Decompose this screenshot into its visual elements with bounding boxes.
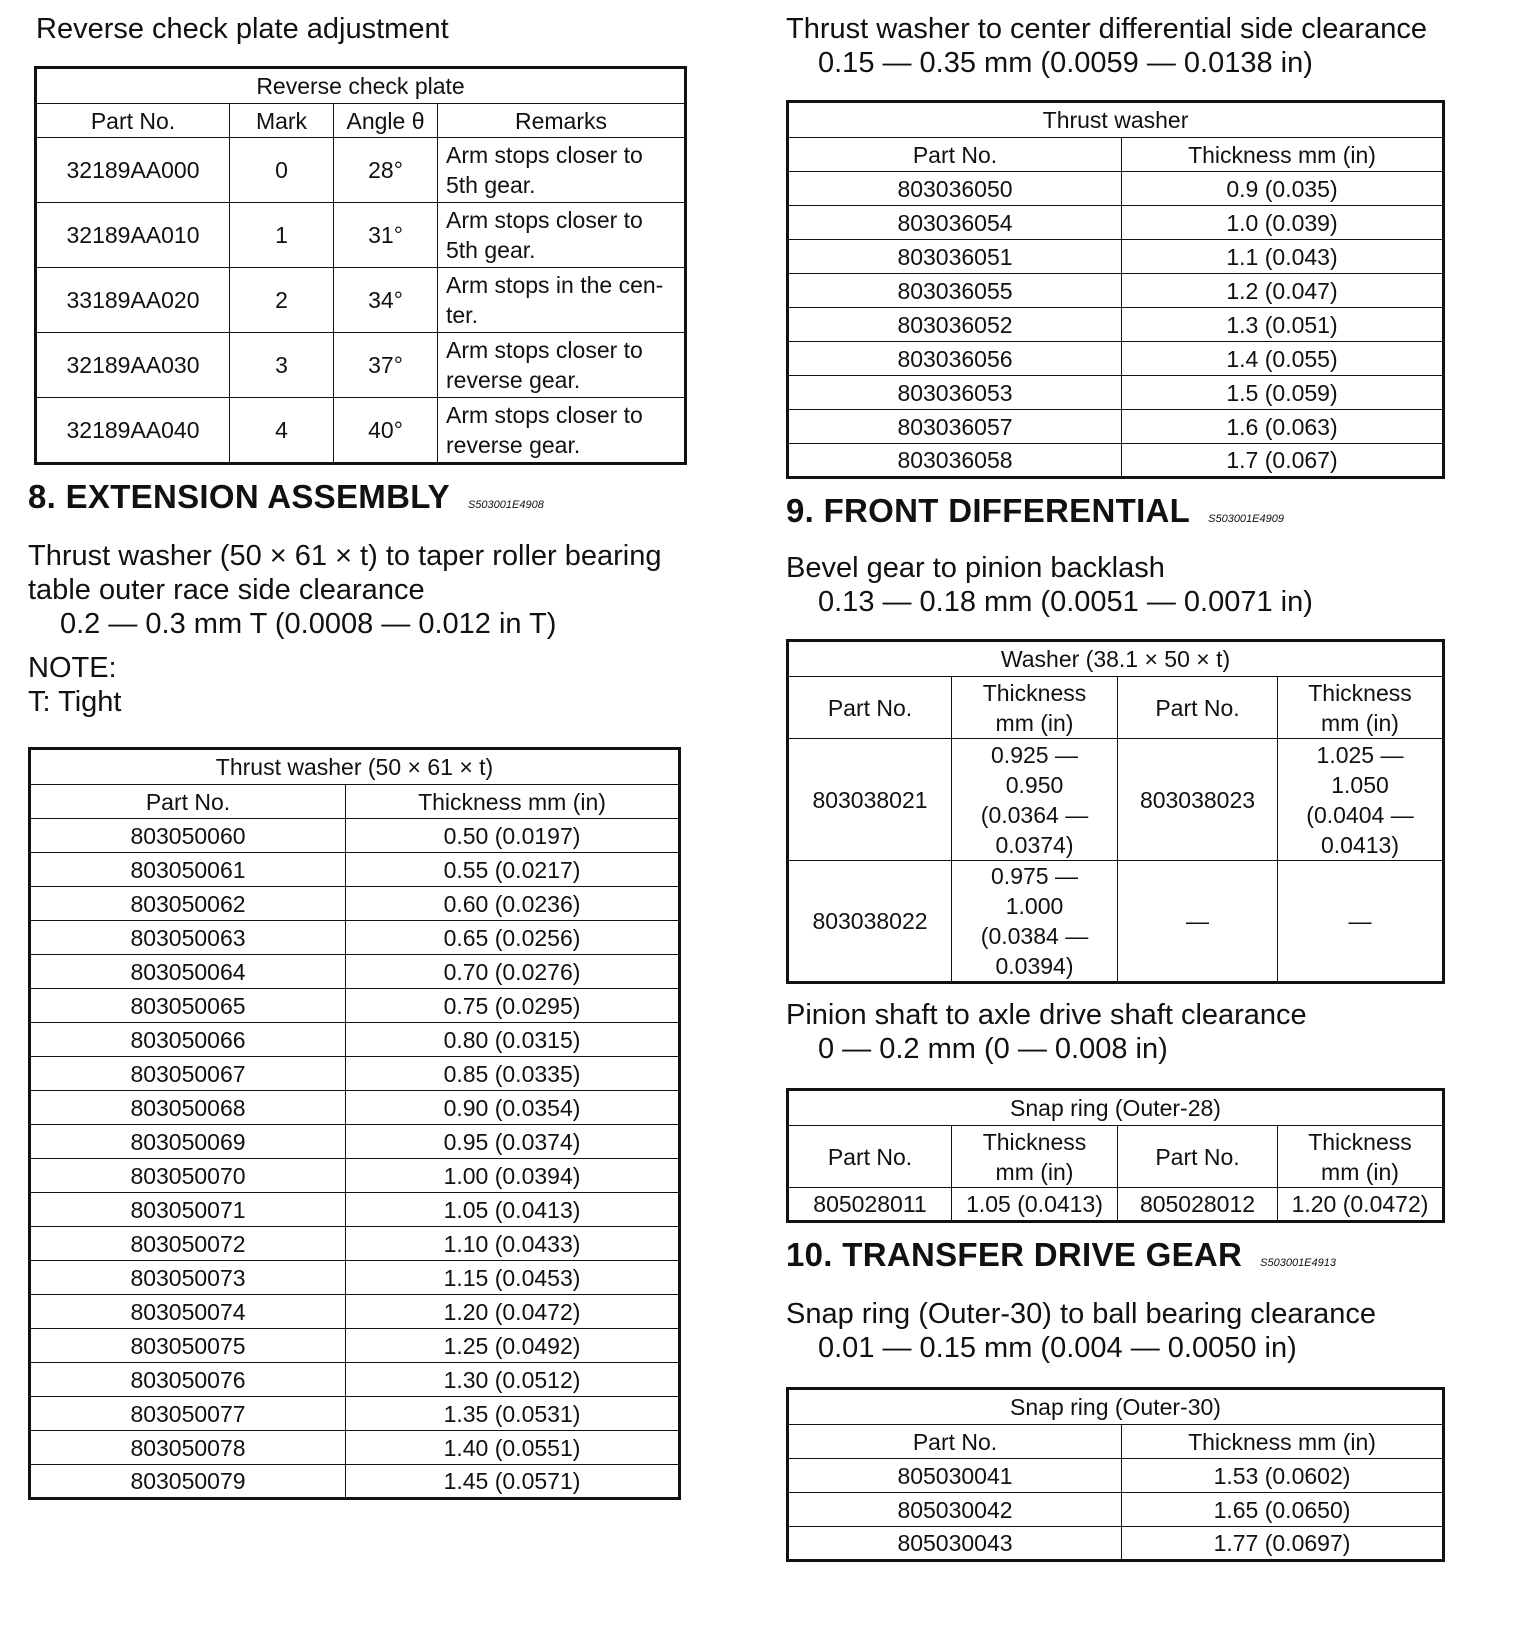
washer-38-table bbox=[786, 639, 1445, 984]
thickness: 1.3 (0.051) bbox=[1122, 308, 1444, 342]
thrust-washer-table bbox=[786, 100, 1445, 479]
remarks: Arm stops closer to reverse gear. bbox=[438, 398, 686, 464]
reverse-check-plate-table bbox=[34, 66, 687, 465]
angle: 37° bbox=[334, 333, 438, 398]
table-row bbox=[788, 240, 1444, 274]
thickness: 1.00 (0.0394) bbox=[346, 1159, 680, 1193]
table-caption: Reverse check plate bbox=[36, 68, 686, 104]
part-number: 805028012 bbox=[1118, 1188, 1278, 1222]
table-row bbox=[30, 1431, 680, 1465]
part-number: 803050079 bbox=[30, 1465, 346, 1499]
part-number: 805028011 bbox=[788, 1188, 952, 1222]
table-row bbox=[788, 1527, 1444, 1561]
table-row bbox=[30, 887, 680, 921]
part-number: 803036050 bbox=[788, 172, 1122, 206]
thickness: 1.7 (0.067) bbox=[1122, 444, 1444, 478]
table-row bbox=[30, 1363, 680, 1397]
column-header: Thickness mm (in) bbox=[1278, 1126, 1444, 1188]
note-text: T: Tight bbox=[28, 686, 122, 718]
column-header: Part No. bbox=[788, 138, 1122, 172]
part-number: 803038021 bbox=[788, 739, 952, 861]
rcp-heading: Reverse check plate adjustment bbox=[36, 13, 449, 45]
table-row bbox=[30, 921, 680, 955]
column-header: Remarks bbox=[438, 104, 686, 138]
center-diff-spec: 0.15 — 0.35 mm (0.0059 — 0.0138 in) bbox=[818, 47, 1313, 79]
column-header: Thickness mm (in) bbox=[952, 677, 1118, 739]
column-header: Thickness mm (in) bbox=[952, 1126, 1118, 1188]
thickness: 1.025 — 1.050 (0.0404 — 0.0413) bbox=[1278, 739, 1444, 861]
thickness: 1.45 (0.0571) bbox=[346, 1465, 680, 1499]
thickness: 1.77 (0.0697) bbox=[1122, 1527, 1444, 1561]
table-row bbox=[788, 172, 1444, 206]
thickness: 0.80 (0.0315) bbox=[346, 1023, 680, 1057]
part-number: 803050067 bbox=[30, 1057, 346, 1091]
table-row bbox=[788, 1493, 1444, 1527]
part-number: 803036057 bbox=[788, 410, 1122, 444]
table-row bbox=[30, 1091, 680, 1125]
angle: 34° bbox=[334, 268, 438, 333]
table-row bbox=[30, 1295, 680, 1329]
thickness: 1.53 (0.0602) bbox=[1122, 1459, 1444, 1493]
section-8-line-2: table outer race side clearance bbox=[28, 574, 425, 606]
part-number: 32189AA000 bbox=[36, 138, 230, 203]
part-number: 803050066 bbox=[30, 1023, 346, 1057]
thickness: 1.30 (0.0512) bbox=[346, 1363, 680, 1397]
table-row bbox=[788, 410, 1444, 444]
angle: 28° bbox=[334, 138, 438, 203]
thickness: — bbox=[1278, 861, 1444, 983]
remarks: Arm stops closer to 5th gear. bbox=[438, 138, 686, 203]
thickness: 1.4 (0.055) bbox=[1122, 342, 1444, 376]
thickness: 0.70 (0.0276) bbox=[346, 955, 680, 989]
thickness: 0.90 (0.0354) bbox=[346, 1091, 680, 1125]
table-row bbox=[30, 1159, 680, 1193]
thickness: 0.75 (0.0295) bbox=[346, 989, 680, 1023]
table-row bbox=[788, 274, 1444, 308]
center-diff-line-1: Thrust washer to center differential side clearance bbox=[786, 13, 1428, 45]
part-number: 803050061 bbox=[30, 853, 346, 887]
part-number: 32189AA010 bbox=[36, 203, 230, 268]
table-row bbox=[788, 342, 1444, 376]
table-row bbox=[30, 955, 680, 989]
part-number: 803050075 bbox=[30, 1329, 346, 1363]
thrust-washer-50x61-table bbox=[28, 747, 681, 1500]
table-row bbox=[788, 376, 1444, 410]
thickness: 1.10 (0.0433) bbox=[346, 1227, 680, 1261]
thickness: 0.975 — 1.000 (0.0384 — 0.0394) bbox=[952, 861, 1118, 983]
part-number: 803050069 bbox=[30, 1125, 346, 1159]
part-number: — bbox=[1118, 861, 1278, 983]
table-row bbox=[30, 989, 680, 1023]
section-code: S503001E4913 bbox=[1260, 1257, 1336, 1269]
angle: 31° bbox=[334, 203, 438, 268]
thickness: 0.9 (0.035) bbox=[1122, 172, 1444, 206]
table-row bbox=[30, 1193, 680, 1227]
part-number: 803036053 bbox=[788, 376, 1122, 410]
part-number: 803036056 bbox=[788, 342, 1122, 376]
table-row bbox=[788, 1459, 1444, 1493]
thickness: 1.5 (0.059) bbox=[1122, 376, 1444, 410]
thickness: 0.85 (0.0335) bbox=[346, 1057, 680, 1091]
part-number: 805030043 bbox=[788, 1527, 1122, 1561]
mark: 4 bbox=[230, 398, 334, 464]
part-number: 803050068 bbox=[30, 1091, 346, 1125]
part-number: 803036052 bbox=[788, 308, 1122, 342]
table-row bbox=[788, 206, 1444, 240]
table-row bbox=[30, 1227, 680, 1261]
column-header: Thickness mm (in) bbox=[1278, 677, 1444, 739]
column-header: Part No. bbox=[788, 1126, 952, 1188]
thickness: 0.65 (0.0256) bbox=[346, 921, 680, 955]
thickness: 0.55 (0.0217) bbox=[346, 853, 680, 887]
part-number: 803050064 bbox=[30, 955, 346, 989]
part-number: 803036055 bbox=[788, 274, 1122, 308]
table-row bbox=[788, 1188, 1444, 1222]
left-column bbox=[28, 0, 718, 1500]
table-row bbox=[36, 268, 686, 333]
thickness: 1.0 (0.039) bbox=[1122, 206, 1444, 240]
mark: 3 bbox=[230, 333, 334, 398]
table-row bbox=[36, 203, 686, 268]
thickness: 0.60 (0.0236) bbox=[346, 887, 680, 921]
part-number: 803050072 bbox=[30, 1227, 346, 1261]
table-caption: Thrust washer bbox=[788, 102, 1444, 138]
pinion-spec: 0 — 0.2 mm (0 — 0.008 in) bbox=[818, 1033, 1168, 1065]
section-10-line-1: Snap ring (Outer-30) to ball bearing clearance bbox=[786, 1298, 1376, 1330]
part-number: 803036058 bbox=[788, 444, 1122, 478]
table-row bbox=[36, 138, 686, 203]
thickness: 1.20 (0.0472) bbox=[1278, 1188, 1444, 1222]
thickness: 1.25 (0.0492) bbox=[346, 1329, 680, 1363]
part-number: 803050065 bbox=[30, 989, 346, 1023]
column-header: Angle θ bbox=[334, 104, 438, 138]
thickness: 1.15 (0.0453) bbox=[346, 1261, 680, 1295]
column-header: Thickness mm (in) bbox=[346, 785, 680, 819]
part-number: 803050076 bbox=[30, 1363, 346, 1397]
part-number: 805030042 bbox=[788, 1493, 1122, 1527]
part-number: 803038022 bbox=[788, 861, 952, 983]
table-row bbox=[36, 398, 686, 464]
part-number: 803036054 bbox=[788, 206, 1122, 240]
table-row bbox=[30, 1397, 680, 1431]
section-8-spec: 0.2 — 0.3 mm T (0.0008 — 0.012 in T) bbox=[60, 608, 557, 640]
section-10-title: 10. TRANSFER DRIVE GEAR S503001E4913 bbox=[786, 1236, 1336, 1273]
pinion-line-1: Pinion shaft to axle drive shaft clearance bbox=[786, 999, 1307, 1031]
right-column bbox=[786, 0, 1470, 1562]
mark: 0 bbox=[230, 138, 334, 203]
column-header: Part No. bbox=[788, 677, 952, 739]
thickness: 1.35 (0.0531) bbox=[346, 1397, 680, 1431]
column-header: Part No. bbox=[1118, 677, 1278, 739]
thickness: 1.6 (0.063) bbox=[1122, 410, 1444, 444]
snap-ring-outer-28-table bbox=[786, 1088, 1445, 1223]
part-number: 803036051 bbox=[788, 240, 1122, 274]
table-row bbox=[30, 1023, 680, 1057]
part-number: 803038023 bbox=[1118, 739, 1278, 861]
snap-ring-outer-30-table bbox=[786, 1387, 1445, 1562]
thickness: 1.05 (0.0413) bbox=[952, 1188, 1118, 1222]
thickness: 1.2 (0.047) bbox=[1122, 274, 1444, 308]
table-row bbox=[30, 1057, 680, 1091]
table-row bbox=[30, 853, 680, 887]
part-number: 32189AA040 bbox=[36, 398, 230, 464]
table-row bbox=[788, 739, 1444, 861]
section-code: S503001E4909 bbox=[1208, 513, 1284, 525]
mark: 2 bbox=[230, 268, 334, 333]
section-8-title: 8. EXTENSION ASSEMBLY S503001E4908 bbox=[28, 478, 544, 515]
part-number: 803050071 bbox=[30, 1193, 346, 1227]
part-number: 803050078 bbox=[30, 1431, 346, 1465]
section-8-line-1: Thrust washer (50 × 61 × t) to taper roller bearing bbox=[28, 540, 662, 572]
column-header: Part No. bbox=[788, 1425, 1122, 1459]
table-row bbox=[30, 1329, 680, 1363]
part-number: 803050077 bbox=[30, 1397, 346, 1431]
column-header: Thickness mm (in) bbox=[1122, 1425, 1444, 1459]
column-header: Mark bbox=[230, 104, 334, 138]
table-caption: Snap ring (Outer-28) bbox=[788, 1090, 1444, 1126]
part-number: 32189AA030 bbox=[36, 333, 230, 398]
column-header: Part No. bbox=[36, 104, 230, 138]
part-number: 33189AA020 bbox=[36, 268, 230, 333]
column-header: Thickness mm (in) bbox=[1122, 138, 1444, 172]
remarks: Arm stops closer to 5th gear. bbox=[438, 203, 686, 268]
section-code: S503001E4908 bbox=[467, 499, 544, 511]
table-row bbox=[30, 1125, 680, 1159]
remarks: Arm stops closer to reverse gear. bbox=[438, 333, 686, 398]
table-row bbox=[788, 308, 1444, 342]
part-number: 803050063 bbox=[30, 921, 346, 955]
table-row bbox=[30, 819, 680, 853]
section-10-spec: 0.01 — 0.15 mm (0.004 — 0.0050 in) bbox=[818, 1332, 1297, 1364]
thickness: 0.50 (0.0197) bbox=[346, 819, 680, 853]
angle: 40° bbox=[334, 398, 438, 464]
table-caption: Snap ring (Outer-30) bbox=[788, 1389, 1444, 1425]
part-number: 805030041 bbox=[788, 1459, 1122, 1493]
table-row bbox=[30, 1261, 680, 1295]
thickness: 1.20 (0.0472) bbox=[346, 1295, 680, 1329]
column-header: Part No. bbox=[30, 785, 346, 819]
table-caption: Thrust washer (50 × 61 × t) bbox=[30, 749, 680, 785]
thickness: 1.65 (0.0650) bbox=[1122, 1493, 1444, 1527]
column-header: Part No. bbox=[1118, 1126, 1278, 1188]
table-row bbox=[30, 1465, 680, 1499]
thickness: 1.05 (0.0413) bbox=[346, 1193, 680, 1227]
part-number: 803050074 bbox=[30, 1295, 346, 1329]
part-number: 803050073 bbox=[30, 1261, 346, 1295]
thickness: 0.95 (0.0374) bbox=[346, 1125, 680, 1159]
remarks: Arm stops in the cen- ter. bbox=[438, 268, 686, 333]
section-9-spec: 0.13 — 0.18 mm (0.0051 — 0.0071 in) bbox=[818, 586, 1313, 618]
note-label: NOTE: bbox=[28, 652, 117, 684]
table-row bbox=[788, 444, 1444, 478]
table-row bbox=[788, 861, 1444, 983]
part-number: 803050062 bbox=[30, 887, 346, 921]
table-caption: Washer (38.1 × 50 × t) bbox=[788, 641, 1444, 677]
thickness: 1.40 (0.0551) bbox=[346, 1431, 680, 1465]
part-number: 803050070 bbox=[30, 1159, 346, 1193]
section-9-title: 9. FRONT DIFFERENTIAL S503001E4909 bbox=[786, 492, 1284, 529]
section-9-line-1: Bevel gear to pinion backlash bbox=[786, 552, 1165, 584]
thickness: 1.1 (0.043) bbox=[1122, 240, 1444, 274]
table-row bbox=[36, 333, 686, 398]
thickness: 0.925 — 0.950 (0.0364 — 0.0374) bbox=[952, 739, 1118, 861]
part-number: 803050060 bbox=[30, 819, 346, 853]
mark: 1 bbox=[230, 203, 334, 268]
